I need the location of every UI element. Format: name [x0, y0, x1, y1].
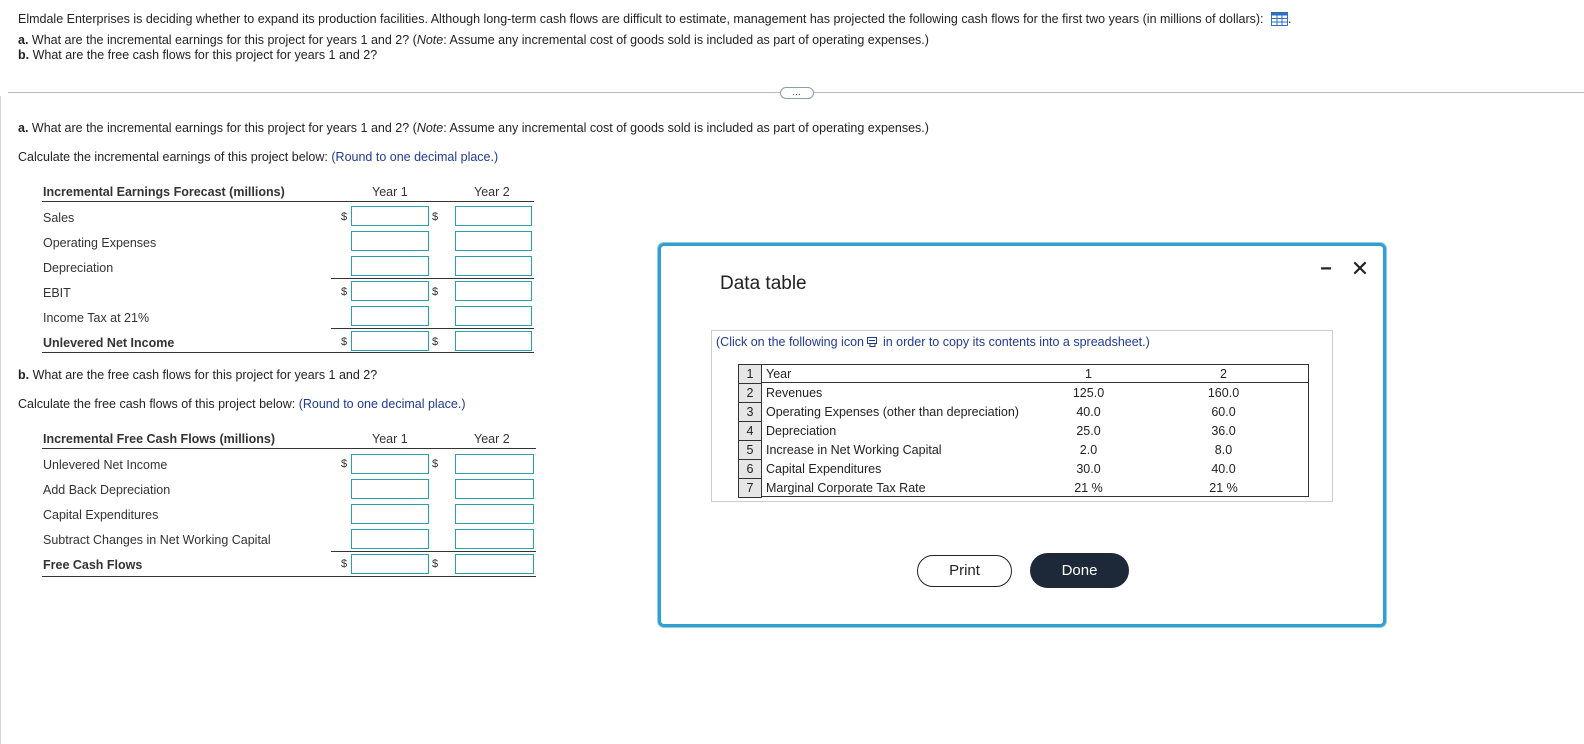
- fcf-net-income-year2-input[interactable]: [455, 454, 534, 474]
- add-depreciation-year1-input[interactable]: [351, 479, 429, 499]
- year1-value: 1: [1085, 367, 1092, 381]
- print-button[interactable]: Print: [917, 555, 1012, 587]
- row-number: 3: [739, 403, 762, 422]
- expand-button[interactable]: …: [780, 87, 814, 99]
- fcf-net-income-year1-input[interactable]: [351, 454, 429, 474]
- nwc-year2-input[interactable]: [455, 529, 534, 549]
- year2-value: 40.0: [1211, 462, 1236, 476]
- earnings-col-year1: Year 1: [372, 185, 408, 199]
- data-table: [738, 364, 1309, 498]
- year1-value: 125.0: [1072, 386, 1105, 400]
- fcf-col-year1: Year 1: [372, 432, 408, 446]
- earnings-row-tax: Income Tax at 21%: [43, 311, 150, 325]
- add-depreciation-year2-input[interactable]: [455, 479, 534, 499]
- section-b-instruction: Calculate the free cash flows of this project below: (Round to one decimal place.): [18, 397, 466, 411]
- currency-symbol: $: [341, 336, 348, 348]
- data-table-row: [739, 384, 1309, 403]
- currency-symbol: $: [341, 458, 348, 470]
- currency-symbol: $: [432, 211, 439, 223]
- sales-year1-input[interactable]: [351, 206, 429, 226]
- year1-value: 40.0: [1076, 405, 1101, 419]
- row-number: 4: [739, 422, 762, 441]
- question-part-b: b. What are the free cash flows for this project for years 1 and 2?: [18, 48, 378, 62]
- data-table-row: [739, 403, 1309, 422]
- row-label: Increase in Net Working Capital: [766, 443, 942, 457]
- fcf-table-title: Incremental Free Cash Flows (millions): [43, 432, 276, 446]
- earnings-col-year2: Year 2: [474, 185, 510, 199]
- subtotal-rule: [331, 278, 534, 279]
- earnings-row-net-income: Unlevered Net Income: [43, 336, 175, 350]
- row-number: 6: [739, 460, 762, 479]
- section-b-heading: b. What are the free cash flows for this project for years 1 and 2?: [18, 368, 378, 382]
- section-a-heading: a. What are the incremental earnings for this project for years 1 and 2? (Note: Assume any incremental cost of goods sold is included as part of operating expenses.): [18, 121, 929, 135]
- year2-value: 160.0: [1207, 386, 1240, 400]
- copy-note: (Click on the following icon in order to copy its contents into a spreadsheet.): [716, 335, 1150, 349]
- ebit-year1-input[interactable]: [351, 281, 429, 301]
- row-number: 7: [739, 479, 762, 498]
- row-label: Revenues: [766, 386, 823, 400]
- fcf-year1-input[interactable]: [351, 554, 429, 574]
- row-label: Year: [766, 367, 792, 381]
- row-label: Marginal Corporate Tax Rate: [766, 481, 926, 495]
- row-label: Capital Expenditures: [766, 462, 882, 476]
- year2-value: 2: [1220, 367, 1227, 381]
- fcf-row-free-cash-flows: Free Cash Flows: [43, 558, 143, 572]
- currency-symbol: $: [432, 286, 439, 298]
- row-number: 2: [739, 384, 762, 403]
- currency-symbol: $: [341, 286, 348, 298]
- question-intro: Elmdale Enterprises is deciding whether to expand its production facilities. Although long-term cash flows are difficult to estimate, management has projected the following cash flows for the first two years (in millions of dollars): .: [18, 12, 1292, 26]
- opex-year1-input[interactable]: [351, 231, 429, 251]
- data-table-row: [739, 479, 1309, 498]
- year1-value: 21 %: [1074, 481, 1103, 495]
- year2-value: 36.0: [1211, 424, 1236, 438]
- earnings-row-depreciation: Depreciation: [43, 261, 114, 275]
- subtotal-rule: [331, 328, 534, 329]
- round-hint: (Round to one decimal place.): [331, 150, 499, 164]
- done-button[interactable]: Done: [1030, 553, 1129, 588]
- tax-year2-input[interactable]: [455, 306, 532, 326]
- year1-value: 2.0: [1079, 443, 1098, 457]
- question-intro-text: Elmdale Enterprises is deciding whether to expand its production facilities. Although long-term cash flows are difficult to estimate, management has projected the following cash flows for the first two years (in millions of dollars):: [18, 12, 1264, 26]
- data-table-icon[interactable]: [1271, 12, 1288, 26]
- left-rule: [0, 96, 1, 744]
- modal-title: Data table: [720, 273, 807, 294]
- earnings-row-opex: Operating Expenses: [43, 236, 157, 250]
- currency-symbol: $: [432, 336, 439, 348]
- fcf-row-nwc: Subtract Changes in Net Working Capital: [43, 533, 271, 547]
- fcf-row-net-income: Unlevered Net Income: [43, 458, 168, 472]
- total-rule: [42, 352, 534, 353]
- earnings-row-ebit: EBIT: [43, 286, 71, 300]
- question-part-a: a. What are the incremental earnings for this project for years 1 and 2? (Note: Assume any incremental cost of goods sold is included as part of operating expenses.): [18, 33, 929, 47]
- row-label: Operating Expenses (other than depreciation): [766, 405, 1019, 419]
- section-a-instruction: Calculate the incremental earnings of this project below: (Round to one decimal place.): [18, 150, 499, 164]
- ebit-year2-input[interactable]: [455, 281, 532, 301]
- data-table-row: [739, 441, 1309, 460]
- subtotal-rule: [331, 551, 536, 552]
- earnings-table-title: Incremental Earnings Forecast (millions): [43, 185, 285, 199]
- earnings-header-rule: [42, 201, 534, 202]
- capex-year1-input[interactable]: [351, 504, 429, 524]
- year2-value: 8.0: [1214, 443, 1233, 457]
- data-table-row: [739, 460, 1309, 479]
- currency-symbol: $: [341, 558, 348, 570]
- depreciation-year1-input[interactable]: [351, 256, 429, 276]
- fcf-year2-input[interactable]: [455, 554, 534, 574]
- close-icon[interactable]: ✕: [1350, 256, 1370, 281]
- row-number: 1: [739, 365, 762, 384]
- round-hint: (Round to one decimal place.): [298, 397, 466, 411]
- total-rule: [42, 576, 536, 577]
- minimize-icon[interactable]: −: [1320, 258, 1332, 280]
- fcf-row-add-depreciation: Add Back Depreciation: [43, 483, 171, 497]
- year1-value: 25.0: [1076, 424, 1101, 438]
- currency-symbol: $: [432, 558, 439, 570]
- opex-year2-input[interactable]: [455, 231, 532, 251]
- earnings-row-sales: Sales: [43, 211, 75, 225]
- tax-year1-input[interactable]: [351, 306, 429, 326]
- depreciation-year2-input[interactable]: [455, 256, 532, 276]
- data-table-row: [739, 365, 1309, 384]
- net-income-year1-input[interactable]: [351, 331, 429, 351]
- fcf-header-rule: [42, 448, 536, 449]
- capex-year2-input[interactable]: [455, 504, 534, 524]
- copy-to-spreadsheet-icon[interactable]: [867, 337, 879, 347]
- currency-symbol: $: [432, 458, 439, 470]
- fcf-col-year2: Year 2: [474, 432, 510, 446]
- sales-year2-input[interactable]: [455, 206, 532, 226]
- row-number: 5: [739, 441, 762, 460]
- data-table-row: [739, 422, 1309, 441]
- row-label: Depreciation: [766, 424, 837, 438]
- year1-value: 30.0: [1076, 462, 1101, 476]
- year2-value: 60.0: [1211, 405, 1236, 419]
- data-table-header-rule: [761, 382, 1309, 383]
- fcf-row-capex: Capital Expenditures: [43, 508, 159, 522]
- year2-value: 21 %: [1209, 481, 1238, 495]
- currency-symbol: $: [341, 211, 348, 223]
- nwc-year1-input[interactable]: [351, 529, 429, 549]
- net-income-year2-input[interactable]: [455, 331, 532, 351]
